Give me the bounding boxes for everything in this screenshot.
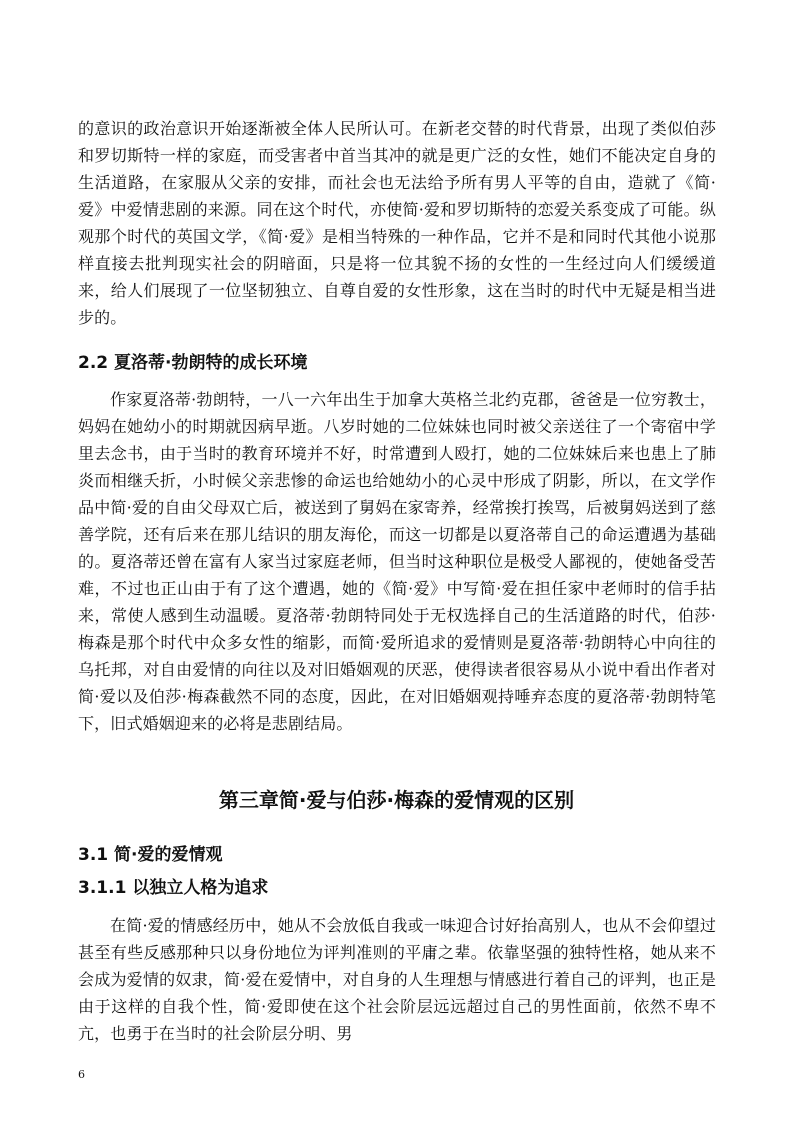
body-paragraph: 在简·爱的情感经历中，她从不会放低自我或一味迎合讨好抬高别人，也从不会仰望过甚至有些反感那种只以身份地位为评判准则的平庸之辈。依靠坚强的独特性格，她从来不会成为爱情的奴隶，简·爱在爱情中，对自身的人生理想与情感进行着自己的评判，也正是由于这样的自我个性，简·爱即使在这个社会阶层远远超过自己的男性面前，依然不卑不亢，也勇于在当时的社会阶层分明、男 [78, 916, 716, 1043]
section-heading: 2.2 夏洛蒂·勃朗特的成长环境 [78, 353, 308, 373]
body-paragraph: 作家夏洛蒂·勃朗特，一八一六年出生于加拿大英格兰北约克郡，爸爸是一位穷教士，妈妈在她幼小的时期就因病早逝。八岁时她的二位妹妹也同时被父亲送往了一个寄宿中学里去念书，由于当时的教育环境并不好，时常遭到人殴打，她的二位妹妹后来也患上了肺炎而相继夭折，小时候父亲悲惨的命运也给她幼小的心灵中形成了阴影，所以，在文学作品中简·爱的自由父母双亡后，被送到了舅妈在家寄养，经常挨打挨骂，后被舅妈送到了慈善学院，还有后来在那儿结识的朋友海伦，而这一切都是以夏洛蒂自己的命运遭遇为基础的。夏洛蒂还曾在富有人家当过家庭老师，但当时这种职位是极受人鄙视的，使她备受苦难，不过也正山由于有了这个遭遇，她的《简·爱》中写简·爱在担任家中老师时的信手拈来，常使人感到生动温暖。夏洛蒂·勃朗特同处于无权选择自己的生活道路的时代，伯莎·梅森是那个时代中众多女性的缩影，而简·爱所追求的爱情则是夏洛蒂·勃朗特心中向往的乌托邦，对自由爱情的向往以及对旧婚姻观的厌恶，使得读者很容易从小说中看出作者对简·爱以及伯莎·梅森截然不同的态度，因此，在对旧婚姻观持唾弃态度的夏洛蒂·勃朗特笔下，旧式婚姻迎来的必将是悲剧结局。 [78, 390, 716, 733]
body-paragraph: 的意识的政治意识开始逐渐被全体人民所认可。在新老交替的时代背景，出现了类似伯莎和罗切斯特一样的家庭，而受害者中首当其冲的就是更广泛的女性，她们不能决定自身的生活道路，在家服从父亲的安排，而社会也无法给予所有男人平等的自由，造就了《简·爱》中爱情悲剧的来源。同在这个时代，亦使简·爱和罗切斯特的恋爱关系变成了可能。纵观那个时代的英国文学，《简·爱》是相当特殊的一种作品，它并不是和同时代其他小说那样直接去批判现实社会的阴暗面，只是将一位其貌不扬的女性的一生经过向人们缓缓道来，给人们展现了一位坚韧独立、自尊自爱的女性形象，这在当时的时代中无疑是相当进步的。 [78, 119, 716, 327]
subsection-heading: 3.1.1 以独立人格为追求 [78, 878, 269, 898]
page-number: 6 [78, 1068, 85, 1081]
section-heading: 3.1 简·爱的爱情观 [78, 845, 223, 865]
chapter-heading: 第三章简·爱与伯莎·梅森的爱情观的区别 [218, 788, 575, 812]
